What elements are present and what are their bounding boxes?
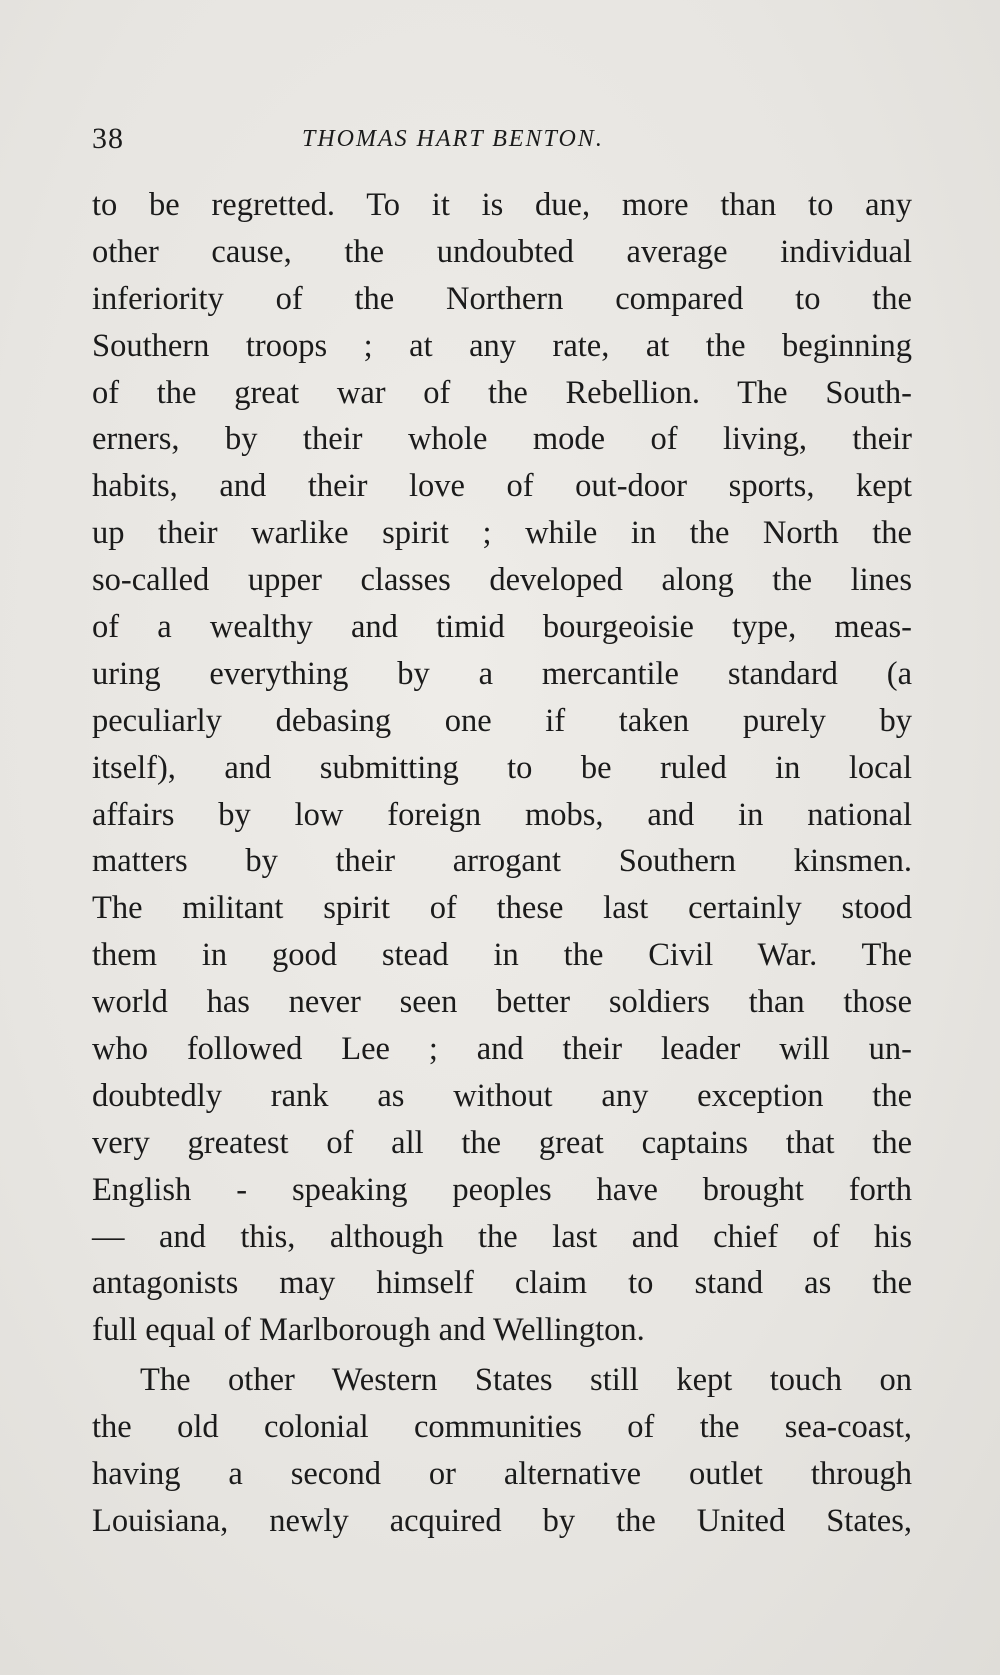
text-line: peculiarly debasing one if taken purely by	[92, 702, 912, 739]
text-line: having a second or alternative outlet through	[92, 1456, 912, 1493]
running-title: THOMAS HART BENTON.	[302, 126, 604, 152]
text-line: who followed Lee ; and their leader will un-	[92, 1031, 912, 1068]
text-line: uring everything by a mercantile standard (a	[92, 655, 912, 692]
text-line: antagonists may himself claim to stand as the	[92, 1265, 912, 1302]
text-line: The militant spirit of these last certainly stood	[92, 890, 912, 927]
text-line: the old colonial communities of the sea-coast,	[92, 1409, 912, 1446]
text-line: Louisiana, newly acquired by the United States,	[92, 1502, 912, 1539]
paragraph-2	[92, 1357, 912, 1545]
text-line: habits, and their love of out-door sports, kept	[92, 468, 912, 505]
text-line: Southern troops ; at any rate, at the beginning	[92, 327, 912, 364]
text-line: itself), and submitting to be ruled in local	[92, 749, 912, 786]
text-line: — and this, although the last and chief of his	[92, 1218, 912, 1255]
text-line: doubtedly rank as without any exception the	[92, 1077, 912, 1114]
text-line: very greatest of all the great captains that the	[92, 1124, 912, 1161]
text-line: so-called upper classes developed along the lines	[92, 562, 912, 599]
text-line: affairs by low foreign mobs, and in national	[92, 796, 912, 833]
text-line: of the great war of the Rebellion. The South-	[92, 374, 912, 411]
text-line: English - speaking peoples have brought forth	[92, 1171, 912, 1208]
text-line: world has never seen better soldiers than those	[92, 984, 912, 1021]
text-line: The other Western States still kept touch on	[140, 1362, 912, 1399]
page-number: 38	[92, 122, 124, 155]
text-line: matters by their arrogant Southern kinsmen.	[92, 843, 912, 880]
text-line: other cause, the undoubted average individual	[92, 233, 912, 270]
text-line: inferiority of the Northern compared to the	[92, 280, 912, 317]
text-line: full equal of Marlborough and Wellington.	[92, 1312, 645, 1349]
text-line: erners, by their whole mode of living, their	[92, 421, 912, 458]
text-line: up their warlike spirit ; while in the North the	[92, 515, 912, 552]
text-line: to be regretted. To it is due, more than to any	[92, 187, 912, 223]
body-text	[92, 182, 912, 1545]
text-line: of a wealthy and timid bourgeoisie type, meas-	[92, 609, 912, 646]
text-line: them in good stead in the Civil War. The	[92, 937, 912, 974]
running-head	[92, 122, 892, 162]
paragraph-1	[92, 182, 912, 1354]
